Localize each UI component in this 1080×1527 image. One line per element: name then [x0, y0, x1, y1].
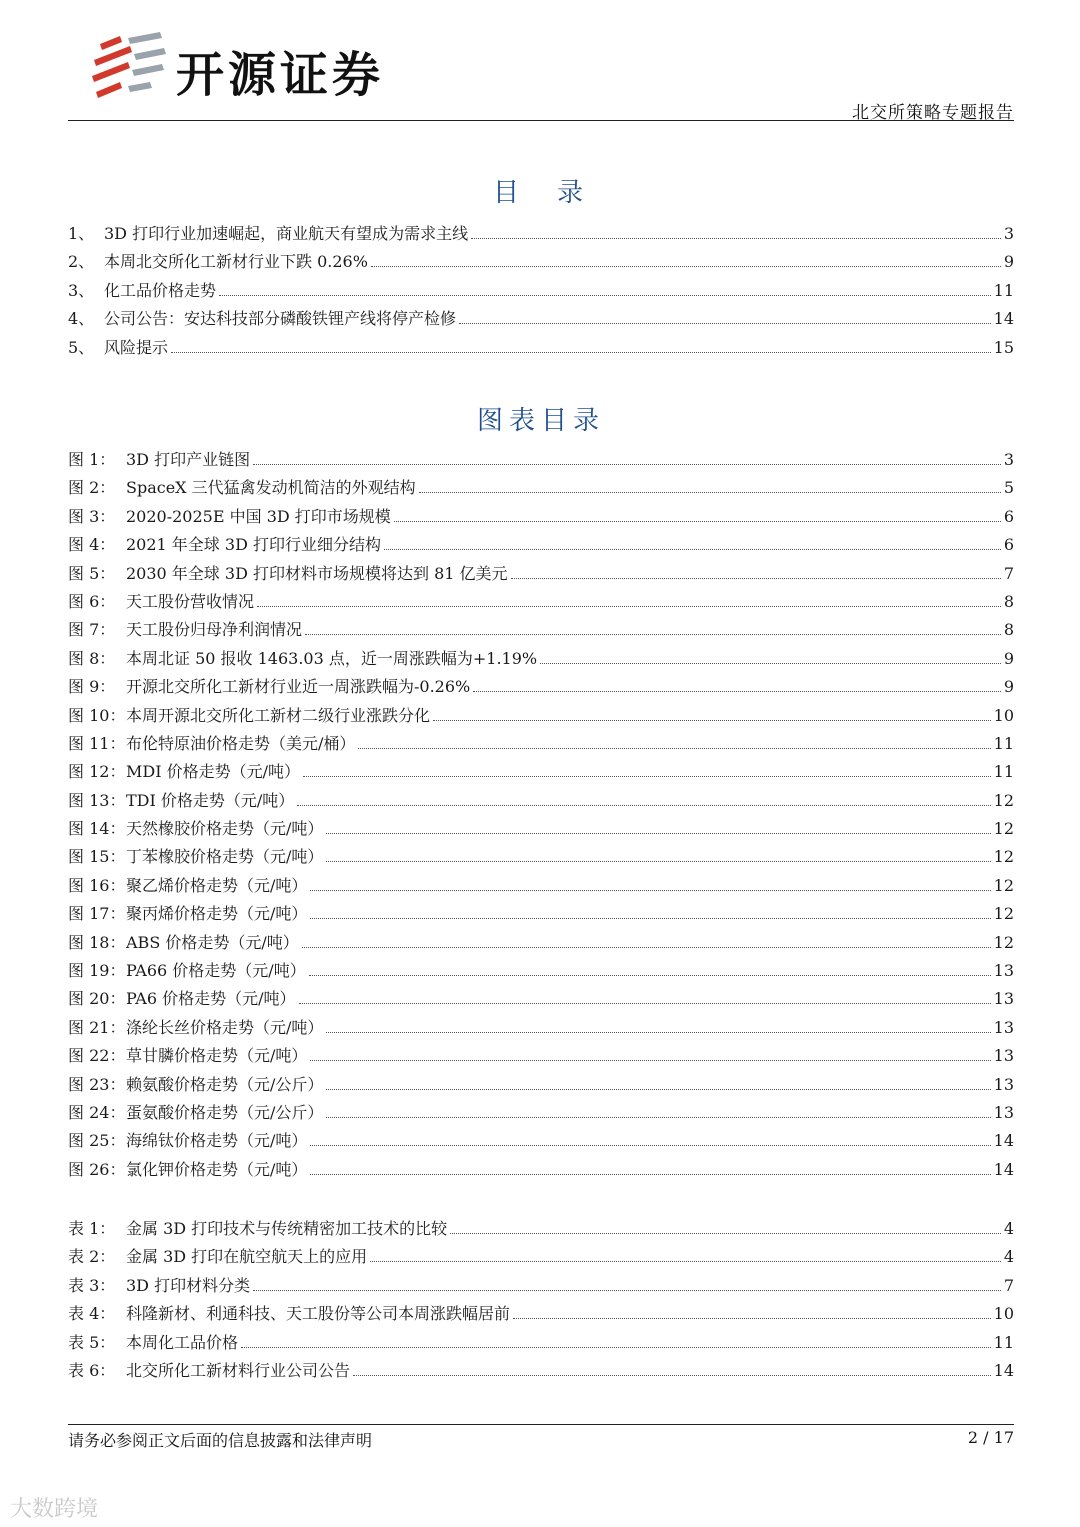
toc-entry-title: ABS 价格走势（元/吨）: [126, 932, 299, 952]
toc-entry-page: 8: [1003, 620, 1014, 640]
toc-entry-number: 表 1：: [68, 1219, 116, 1238]
toc-entry-page: 7: [1003, 1275, 1014, 1295]
toc-entry-page: 3: [1003, 450, 1014, 469]
toc-entry[interactable]: [68, 1329, 1014, 1357]
toc-entry-number: 图 13：: [68, 790, 126, 810]
toc-entry[interactable]: [68, 758, 1014, 786]
toc-entry-number: 图 8：: [68, 648, 116, 668]
toc-entry-page: 12: [993, 847, 1014, 867]
toc-entry-page: 13: [993, 1017, 1014, 1037]
toc-entry-page: 10: [993, 1304, 1014, 1324]
toc-entry-page: 15: [993, 337, 1014, 357]
toc-entry-title: 赖氨酸价格走势（元/公斤）: [126, 1074, 324, 1094]
dot-leader: [384, 548, 1001, 550]
toc-entry[interactable]: [68, 872, 1014, 900]
toc-entry-page: 14: [993, 1360, 1014, 1380]
toc-entry[interactable]: [68, 787, 1014, 815]
toc-entry-number: 表 6：: [68, 1360, 116, 1380]
toc-entry-title: 金属 3D 打印在航空航天上的应用: [126, 1247, 368, 1267]
dot-leader: [299, 1002, 991, 1004]
dot-leader: [310, 1144, 990, 1146]
dot-leader: [253, 463, 1001, 465]
toc-entry[interactable]: [68, 248, 1014, 276]
dot-leader: [297, 804, 990, 806]
toc-entry-number: 4、: [68, 309, 95, 329]
toc-entry-number: 图 4：: [68, 535, 116, 555]
toc-entry-title: 本周北交所化工新材行业下跌 0.26%: [104, 252, 368, 272]
report-type: 北交所策略专题报告: [852, 103, 1014, 123]
toc-entry-title: 2030 年全球 3D 打印材料市场规模将达到 81 亿美元: [126, 563, 508, 583]
contents-title: 目 录: [492, 178, 589, 208]
dot-leader: [353, 1374, 991, 1376]
dot-leader: [540, 662, 1001, 664]
toc-entry-page: 13: [993, 989, 1014, 1009]
toc-entry-number: 图 14：: [68, 819, 126, 839]
toc-entry[interactable]: [68, 220, 1014, 248]
toc-entry-page: 12: [993, 819, 1014, 839]
logo-red-strokes: [92, 36, 132, 98]
toc-entry-number: 3、: [68, 280, 95, 300]
toc-entry[interactable]: [68, 334, 1014, 362]
toc-entry-title: 布伦特原油价格走势（美元/桶）: [126, 733, 356, 753]
dot-leader: [371, 265, 1001, 267]
toc-entry-title: 化工品价格走势: [104, 280, 217, 300]
dot-leader: [302, 946, 991, 948]
dot-leader: [241, 1346, 991, 1348]
toc-entry[interactable]: [68, 985, 1014, 1013]
toc-entry[interactable]: [68, 730, 1014, 758]
toc-entry-title: 天工股份归母净利润情况: [126, 620, 303, 640]
toc-entry-title: 草甘膦价格走势（元/吨）: [126, 1046, 308, 1066]
logo-grey-strokes: [128, 32, 166, 92]
toc-entry-number: 表 5：: [68, 1332, 116, 1352]
toc-entry-number: 2、: [68, 252, 95, 272]
toc-entry-title: 本周化工品价格: [126, 1332, 239, 1352]
toc-entry-title: 2021 年全球 3D 打印行业细分结构: [126, 535, 381, 555]
toc-entry[interactable]: [68, 957, 1014, 985]
toc-entry[interactable]: [68, 1215, 1014, 1243]
toc-entry-title: 天然橡胶价格走势（元/吨）: [126, 819, 324, 839]
toc-entry-page: 11: [993, 762, 1014, 782]
toc-entry-page: 13: [993, 1074, 1014, 1094]
toc-entry-page: 6: [1003, 535, 1014, 555]
toc-entry[interactable]: [68, 673, 1014, 701]
toc-entry-page: 11: [993, 1332, 1014, 1352]
toc-entry-title: 聚乙烯价格走势（元/吨）: [126, 875, 308, 895]
toc-entry-number: 图 23：: [68, 1074, 126, 1094]
toc-entry-number: 图 25：: [68, 1131, 126, 1151]
toc-entry[interactable]: [68, 588, 1014, 616]
toc-entry-page: 11: [993, 280, 1014, 300]
toc-entry[interactable]: [68, 560, 1014, 588]
toc-entry[interactable]: [68, 843, 1014, 871]
dot-leader: [471, 237, 1001, 239]
toc-entry[interactable]: [68, 815, 1014, 843]
toc-entry-title: 氯化钾价格走势（元/吨）: [126, 1159, 308, 1179]
footer-divider: [68, 1424, 1014, 1425]
toc-entry-number: 图 26：: [68, 1159, 126, 1179]
toc-entry[interactable]: [68, 929, 1014, 957]
toc-entry-title: 金属 3D 打印技术与传统精密加工技术的比较: [126, 1219, 448, 1238]
toc-entry-page: 14: [993, 1131, 1014, 1151]
toc-entry-page: 12: [993, 932, 1014, 952]
toc-entry-page: 9: [1003, 252, 1014, 272]
toc-entry-number: 图 11：: [68, 733, 126, 753]
toc-entry-page: 4: [1003, 1247, 1014, 1267]
toc-entry-page: 11: [993, 733, 1014, 753]
toc-entry-page: 14: [993, 309, 1014, 329]
toc-entry-page: 9: [1003, 677, 1014, 697]
toc-entry-title: 3D 打印行业加速崛起，商业航天有望成为需求主线: [104, 224, 469, 243]
toc-entry-page: 13: [993, 1102, 1014, 1122]
toc-entry-title: 科隆新材、利通科技、天工股份等公司本周涨跌幅居前: [126, 1304, 511, 1324]
footer-disclaimer: 请务必参阅正文后面的信息披露和法律声明: [68, 1431, 373, 1450]
watermark: 大数跨境: [10, 1497, 99, 1522]
toc-entry-number: 图 12：: [68, 762, 126, 782]
toc-entry-number: 图 16：: [68, 875, 126, 895]
dot-leader: [394, 520, 1001, 522]
toc-entry-title: 北交所化工新材料行业公司公告: [126, 1360, 351, 1380]
toc-entry-title: 2020-2025E 中国 3D 打印市场规模: [126, 506, 391, 526]
toc-entry-title: 涤纶长丝价格走势（元/吨）: [126, 1017, 324, 1037]
toc-entry-page: 12: [993, 904, 1014, 924]
toc-entry-number: 图 21：: [68, 1017, 126, 1037]
toc-entry-number: 图 3：: [68, 506, 116, 526]
dot-leader: [310, 1173, 990, 1175]
tables-list: [68, 1215, 1014, 1385]
toc-entry[interactable]: [68, 1243, 1014, 1271]
page-number: 2 / 17: [967, 1428, 1014, 1447]
toc-entry-number: 1、: [68, 224, 95, 243]
dot-leader: [326, 1088, 990, 1090]
toc-entry[interactable]: [68, 1099, 1014, 1127]
dot-leader: [257, 605, 1001, 607]
dot-leader: [473, 690, 1001, 692]
dot-leader: [326, 860, 990, 862]
toc-entry-number: 图 22：: [68, 1046, 126, 1066]
toc-entry-number: 图 18：: [68, 932, 126, 952]
toc-entry-number: 5、: [68, 337, 95, 357]
toc-entry-page: 4: [1003, 1219, 1014, 1238]
toc-entry-page: 5: [1003, 478, 1014, 498]
toc-entry-title: 公司公告：安达科技部分磷酸铁锂产线将停产检修: [104, 309, 457, 329]
toc-entry[interactable]: [68, 1042, 1014, 1070]
dot-leader: [219, 294, 991, 296]
dot-leader: [459, 322, 991, 324]
toc-entry-number: 图 1：: [68, 450, 116, 469]
toc-entry-page: 3: [1003, 224, 1014, 243]
toc-entry[interactable]: [68, 1014, 1014, 1042]
toc-entry-page: 8: [1003, 591, 1014, 611]
toc-entry[interactable]: [68, 1156, 1014, 1184]
toc-entry-number: 图 10：: [68, 705, 126, 725]
toc-entry-title: 开源北交所化工新材行业近一周涨跌幅为-0.26%: [126, 677, 471, 697]
toc-entry[interactable]: [68, 305, 1014, 333]
kaiyuan-logo-icon: [90, 32, 166, 98]
dot-leader: [171, 351, 991, 353]
toc-entry-page: 6: [1003, 506, 1014, 526]
toc-entry[interactable]: [68, 702, 1014, 730]
toc-entry-page: 14: [993, 1159, 1014, 1179]
dot-leader: [326, 1031, 990, 1033]
dot-leader: [309, 974, 991, 976]
toc-entry-number: 图 15：: [68, 847, 126, 867]
dot-leader: [433, 719, 991, 721]
toc-entry[interactable]: [68, 645, 1014, 673]
dot-leader: [513, 1317, 991, 1319]
toc-entry[interactable]: [68, 900, 1014, 928]
toc-entry-number: 图 20：: [68, 989, 126, 1009]
toc-entry-page: 12: [993, 875, 1014, 895]
toc-entry-title: 本周开源北交所化工新材二级行业涨跌分化: [126, 705, 431, 725]
figures-list: [68, 446, 1014, 1184]
toc-entry-page: 9: [1003, 648, 1014, 668]
toc-entry-title: TDI 价格走势（元/吨）: [126, 790, 295, 810]
toc-entry-number: 图 9：: [68, 677, 116, 697]
toc-entry[interactable]: [68, 1127, 1014, 1155]
dot-leader: [326, 832, 990, 834]
dot-leader: [358, 747, 990, 749]
toc-entry[interactable]: [68, 1357, 1014, 1385]
toc-entry-page: 10: [993, 705, 1014, 725]
toc-entry-number: 图 17：: [68, 904, 126, 924]
dot-leader: [370, 1260, 1001, 1262]
toc-entry[interactable]: [68, 1071, 1014, 1099]
toc-entry-number: 图 2：: [68, 478, 116, 498]
header-divider: [68, 120, 1014, 121]
dot-leader: [310, 917, 990, 919]
toc-entry[interactable]: [68, 503, 1014, 531]
toc-entry-title: MDI 价格走势（元/吨）: [126, 762, 301, 782]
toc-entry[interactable]: [68, 531, 1014, 559]
toc-entry-title: 蛋氨酸价格走势（元/公斤）: [126, 1102, 324, 1122]
toc-entry-number: 表 2：: [68, 1247, 116, 1267]
toc-entry-page: 12: [993, 790, 1014, 810]
toc-entry[interactable]: [68, 277, 1014, 305]
toc-entry-title: 3D 打印材料分类: [126, 1275, 251, 1295]
toc-entry-number: 图 6：: [68, 591, 116, 611]
toc-entry-title: 聚丙烯价格走势（元/吨）: [126, 904, 308, 924]
toc-entry-number: 图 24：: [68, 1102, 126, 1122]
dot-leader: [450, 1232, 1001, 1234]
toc-entry-title: 天工股份营收情况: [126, 591, 255, 611]
brand-name: 开源证券: [176, 47, 385, 103]
dot-leader: [253, 1289, 1001, 1291]
toc-entry-number: 图 5：: [68, 563, 116, 583]
dot-leader: [310, 889, 990, 891]
toc-entry-number: 图 7：: [68, 620, 116, 640]
toc-entry-number: 表 4：: [68, 1304, 116, 1324]
dot-leader: [303, 775, 991, 777]
toc-entry-title: PA6 价格走势（元/吨）: [126, 989, 296, 1009]
toc-entry-title: 本周北证 50 报收 1463.03 点，近一周涨跌幅为+1.19%: [126, 648, 538, 668]
toc-entry-title: PA66 价格走势（元/吨）: [126, 961, 306, 981]
toc-entry[interactable]: [68, 446, 1014, 474]
dot-leader: [419, 491, 1001, 493]
toc-entry-title: 丁苯橡胶价格走势（元/吨）: [126, 847, 324, 867]
page-header: [68, 28, 1014, 122]
toc-entry-number: 图 19：: [68, 961, 126, 981]
toc-entry-page: 13: [993, 1046, 1014, 1066]
toc-entry-page: 13: [993, 961, 1014, 981]
toc-entry-title: 海绵钛价格走势（元/吨）: [126, 1131, 308, 1151]
toc-entry[interactable]: [68, 1272, 1014, 1300]
toc-entry-number: 表 3：: [68, 1275, 116, 1295]
toc-entry[interactable]: [68, 616, 1014, 644]
toc-entry-title: 3D 打印产业链图: [126, 450, 251, 469]
toc-entry-title: 风险提示: [104, 337, 169, 357]
contents-list: [68, 220, 1014, 362]
toc-entry[interactable]: [68, 1300, 1014, 1328]
dot-leader: [511, 577, 1001, 579]
dot-leader: [310, 1059, 990, 1061]
dot-leader: [305, 633, 1001, 635]
dot-leader: [326, 1116, 990, 1118]
figures-title: 图表目录: [476, 406, 605, 436]
toc-entry-page: 7: [1003, 563, 1014, 583]
toc-entry-title: SpaceX 三代猛禽发动机简洁的外观结构: [126, 478, 416, 498]
toc-entry[interactable]: [68, 474, 1014, 502]
